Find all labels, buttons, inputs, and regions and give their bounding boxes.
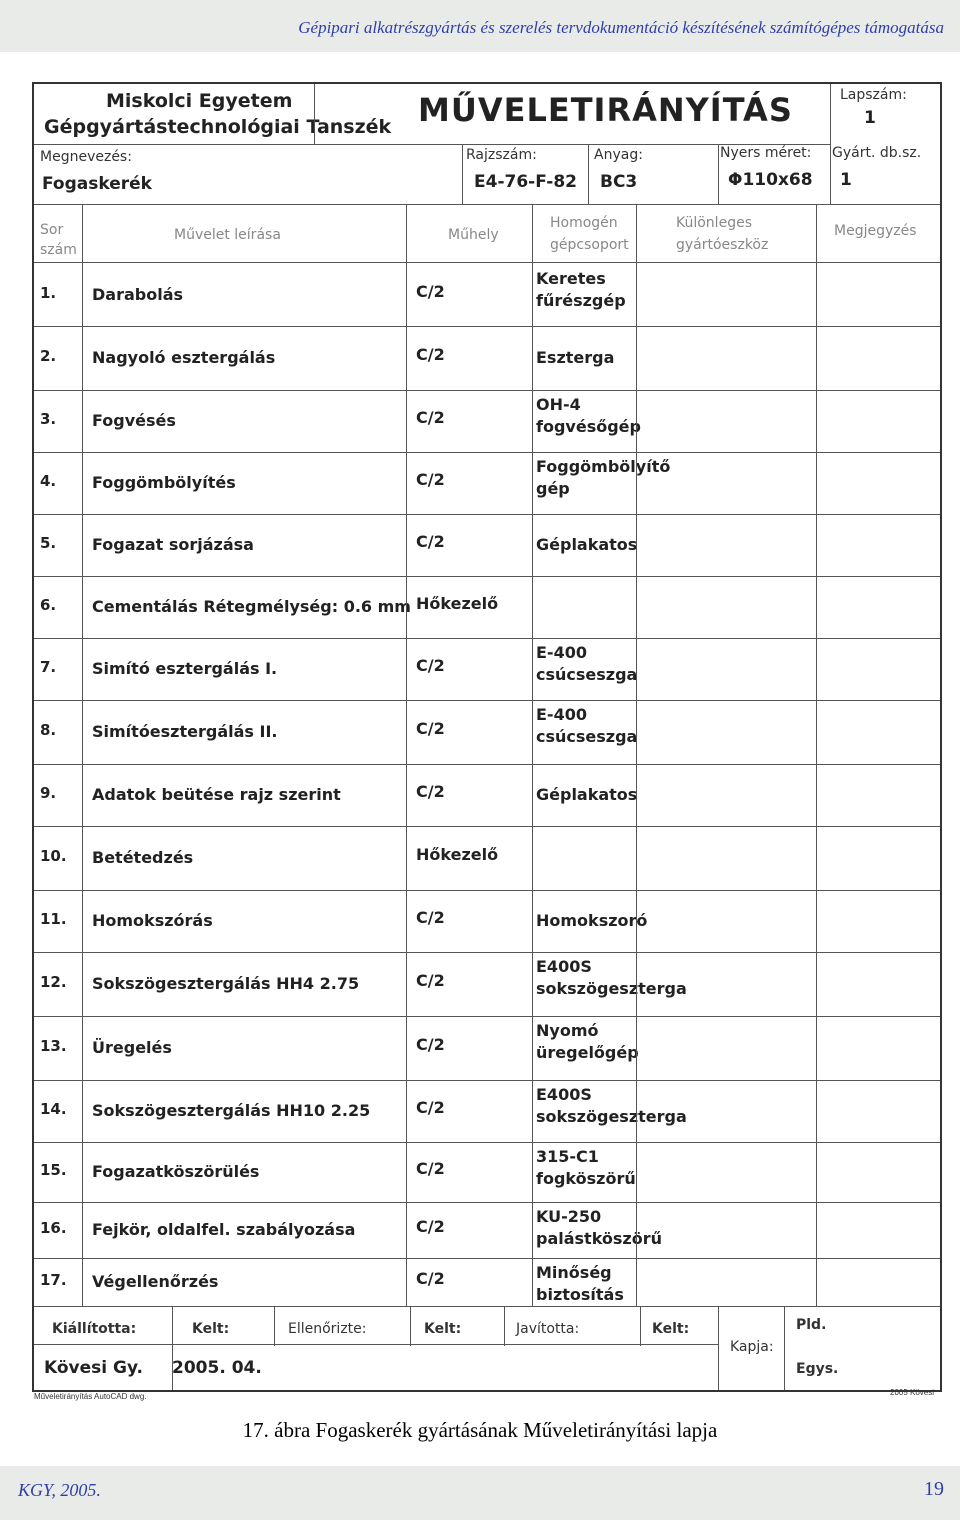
page-footer-left: KGY, 2005.	[18, 1480, 101, 1500]
row-workshop: C/2	[416, 1159, 445, 1178]
row-number: 4.	[40, 472, 57, 490]
row-machine-group: Minőség biztosítás	[536, 1263, 624, 1304]
row-workshop: C/2	[416, 656, 445, 675]
h-rule	[82, 764, 940, 765]
h-rule	[82, 1258, 940, 1259]
h-rule	[82, 1202, 940, 1203]
table-row	[34, 326, 940, 390]
h-rule	[82, 1142, 940, 1143]
col-homogen-gepcsoport: Homogén gépcsoport	[550, 215, 629, 253]
col-megjegyzes: Megjegyzés	[834, 223, 917, 239]
kelt-value-1: 2005. 04.	[172, 1358, 262, 1378]
row-number: 16.	[40, 1219, 67, 1237]
h-rule	[82, 890, 940, 891]
kiallitotta-label: Kiállította:	[52, 1321, 137, 1337]
table-row	[34, 1016, 940, 1080]
row-number: 10.	[40, 847, 67, 865]
kelt-label-3: Kelt:	[652, 1321, 690, 1337]
row-workshop: C/2	[416, 1217, 445, 1236]
h-rule	[34, 262, 940, 263]
h-rule	[34, 764, 82, 765]
v-rule	[410, 1306, 411, 1346]
row-workshop: C/2	[416, 282, 445, 301]
row-description: Cementálás Rétegmélység: 0.6 mm	[92, 597, 411, 616]
col-kulonleges-gyartoeszkoz: Különleges gyártóeszköz	[676, 215, 769, 253]
javitotta-label: Javította:	[516, 1321, 580, 1337]
h-rule	[34, 144, 830, 145]
operation-sheet	[32, 82, 942, 1392]
v-rule	[636, 204, 637, 1306]
col-muhely: Műhely	[448, 227, 499, 243]
row-machine-group: Eszterga	[536, 348, 615, 367]
col-sor-szam: Sor szám	[40, 222, 77, 258]
table-row	[34, 514, 940, 576]
row-number: 7.	[40, 658, 57, 676]
h-rule	[82, 700, 940, 701]
anyag-value: BC3	[600, 172, 638, 192]
table-row	[34, 264, 940, 326]
h-rule	[34, 1258, 82, 1259]
lapszam-value: 1	[864, 108, 876, 128]
row-description: Végellenőrzés	[92, 1272, 219, 1291]
h-rule	[82, 826, 940, 827]
h-rule	[34, 1016, 82, 1017]
lapszam-label: Lapszám:	[840, 87, 907, 103]
kelt-label-1: Kelt:	[192, 1321, 230, 1337]
v-rule	[462, 144, 463, 204]
row-description: Foggömbölyítés	[92, 473, 236, 492]
h-rule	[82, 452, 940, 453]
row-number: 13.	[40, 1037, 67, 1055]
h-rule	[34, 638, 82, 639]
h-rule	[34, 1344, 718, 1345]
gyart-db-label: Gyárt. db.sz.	[832, 145, 922, 161]
kapja-label: Kapja:	[730, 1339, 774, 1355]
row-description: Sokszögesztergálás HH4 2.75	[92, 974, 360, 993]
rajzszam-label: Rajzszám:	[466, 147, 537, 163]
row-machine-group: Géplakatos	[536, 535, 638, 554]
v-rule	[640, 1306, 641, 1346]
row-workshop: C/2	[416, 1035, 445, 1054]
v-rule	[172, 1306, 173, 1390]
v-rule	[274, 1306, 275, 1346]
row-number: 2.	[40, 347, 57, 365]
h-rule	[82, 1080, 940, 1081]
v-rule	[784, 1306, 785, 1390]
row-description: Fejkör, oldalfel. szabályozása	[92, 1220, 356, 1239]
row-machine-group: Foggömbölyítő gép	[536, 457, 671, 498]
table-row	[34, 1202, 940, 1258]
row-number: 6.	[40, 596, 57, 614]
v-rule	[406, 204, 407, 1306]
row-workshop: C/2	[416, 782, 445, 801]
h-rule	[34, 1080, 82, 1081]
h-rule	[34, 700, 82, 701]
row-machine-group: E400S sokszögeszterga	[536, 1085, 687, 1126]
row-machine-group: Keretes fűrészgép	[536, 269, 626, 310]
h-rule	[34, 1306, 940, 1307]
row-number: 5.	[40, 534, 57, 552]
v-rule	[718, 144, 719, 204]
row-machine-group: OH-4 fogvésőgép	[536, 395, 641, 436]
row-workshop: C/2	[416, 971, 445, 990]
row-workshop: C/2	[416, 470, 445, 489]
row-workshop: C/2	[416, 719, 445, 738]
row-description: Simítóesztergálás II.	[92, 722, 278, 741]
page-footer-band	[0, 1466, 960, 1520]
v-rule	[830, 84, 831, 204]
table-row	[34, 1258, 940, 1306]
row-machine-group: Géplakatos	[536, 785, 638, 804]
row-number: 1.	[40, 284, 57, 302]
row-workshop: C/2	[416, 532, 445, 551]
h-rule	[34, 514, 82, 515]
h-rule	[82, 390, 940, 391]
gyart-db-value: 1	[840, 170, 852, 190]
h-rule	[34, 1202, 82, 1203]
h-rule	[34, 326, 82, 327]
row-machine-group: Nyomó üregelőgép	[536, 1021, 639, 1062]
row-description: Darabolás	[92, 285, 184, 304]
row-number: 9.	[40, 784, 57, 802]
row-description: Fogazat sorjázása	[92, 535, 254, 554]
row-description: Fogvésés	[92, 411, 176, 430]
col-muvelet-leirasa: Művelet leírása	[174, 227, 281, 243]
row-workshop: Hőkezelő	[416, 594, 499, 613]
page-header: Gépipari alkatrészgyártás és szerelés tervdokumentáció készítésének számítógépes támogatása	[298, 18, 944, 37]
table-row	[34, 952, 940, 1016]
table-row	[34, 390, 940, 452]
table-row	[34, 452, 940, 514]
row-description: Üregelés	[92, 1038, 172, 1057]
table-row	[34, 638, 940, 700]
row-description: Nagyoló esztergálás	[92, 348, 276, 367]
row-number: 14.	[40, 1100, 67, 1118]
row-number: 3.	[40, 410, 57, 428]
row-machine-group: E-400 csúcseszga	[536, 643, 638, 684]
h-rule	[34, 826, 82, 827]
row-workshop: C/2	[416, 408, 445, 427]
table-row	[34, 700, 940, 764]
v-rule	[82, 204, 83, 1306]
h-rule	[34, 204, 940, 205]
v-rule	[504, 1306, 505, 1346]
egys-label: Egys.	[796, 1361, 839, 1377]
row-machine-group: KU-250 palástköszörű	[536, 1207, 663, 1248]
h-rule	[34, 890, 82, 891]
h-rule	[82, 952, 940, 953]
file-note: Műveletirányítás AutoCAD dwg.	[34, 1392, 147, 1401]
megnevezes-label: Megnevezés:	[40, 149, 132, 165]
h-rule	[82, 638, 940, 639]
ellenorizte-label: Ellenőrizte:	[288, 1321, 367, 1337]
org-line-2: Gépgyártástechnológiai Tanszék	[44, 116, 392, 138]
row-workshop: C/2	[416, 345, 445, 364]
row-machine-group: E-400 csúcseszga	[536, 705, 638, 746]
rajzszam-value: E4-76-F-82	[474, 172, 578, 192]
row-description: Sokszögesztergálás HH10 2.25	[92, 1101, 371, 1120]
row-workshop: C/2	[416, 1269, 445, 1288]
megnevezes-value: Fogaskerék	[42, 174, 152, 194]
row-number: 17.	[40, 1271, 67, 1289]
sheet-title: MŰVELETIRÁNYÍTÁS	[418, 91, 793, 129]
row-number: 11.	[40, 910, 67, 928]
v-rule	[718, 1306, 719, 1390]
page-number: 19	[924, 1478, 944, 1500]
copyright-note: 2005 Kövesi	[890, 1388, 935, 1397]
nyers-meret-label: Nyers méret:	[720, 145, 812, 161]
table-row	[34, 890, 940, 952]
table-row	[34, 764, 940, 826]
h-rule	[34, 576, 82, 577]
row-description: Adatok beütése rajz szerint	[92, 785, 341, 804]
pld-label: Pld.	[796, 1317, 827, 1333]
row-description: Betétedzés	[92, 848, 194, 867]
anyag-label: Anyag:	[594, 147, 643, 163]
row-number: 15.	[40, 1161, 67, 1179]
row-description: Homokszórás	[92, 911, 213, 930]
nyers-meret-value: Φ110x68	[728, 170, 813, 190]
v-rule	[588, 144, 589, 204]
h-rule	[82, 1016, 940, 1017]
h-rule	[34, 1142, 82, 1143]
v-rule	[816, 204, 817, 1306]
h-rule	[82, 326, 940, 327]
row-machine-group: E400S sokszögeszterga	[536, 957, 687, 998]
v-rule	[314, 84, 315, 144]
figure-caption: 17. ábra Fogaskerék gyártásának Műveletirányítási lapja	[242, 1418, 718, 1442]
row-number: 8.	[40, 721, 57, 739]
row-workshop: C/2	[416, 908, 445, 927]
row-description: Fogazatköszörülés	[92, 1162, 260, 1181]
row-machine-group: Homokszoró	[536, 911, 648, 930]
table-row	[34, 1142, 940, 1202]
kelt-label-2: Kelt:	[424, 1321, 462, 1337]
table-row	[34, 826, 940, 890]
v-rule	[532, 204, 533, 1306]
row-description: Simító esztergálás I.	[92, 659, 278, 678]
h-rule	[34, 452, 82, 453]
h-rule	[82, 514, 940, 515]
table-row	[34, 576, 940, 638]
kiallitotta-value: Kövesi Gy.	[44, 1358, 143, 1378]
h-rule	[34, 390, 82, 391]
row-workshop: Hőkezelő	[416, 845, 499, 864]
h-rule	[82, 576, 940, 577]
row-number: 12.	[40, 973, 67, 991]
row-machine-group: 315-C1 fogköszörű	[536, 1147, 636, 1188]
row-workshop: C/2	[416, 1098, 445, 1117]
table-row	[34, 1080, 940, 1142]
org-line-1: Miskolci Egyetem	[106, 90, 293, 112]
h-rule	[34, 952, 82, 953]
